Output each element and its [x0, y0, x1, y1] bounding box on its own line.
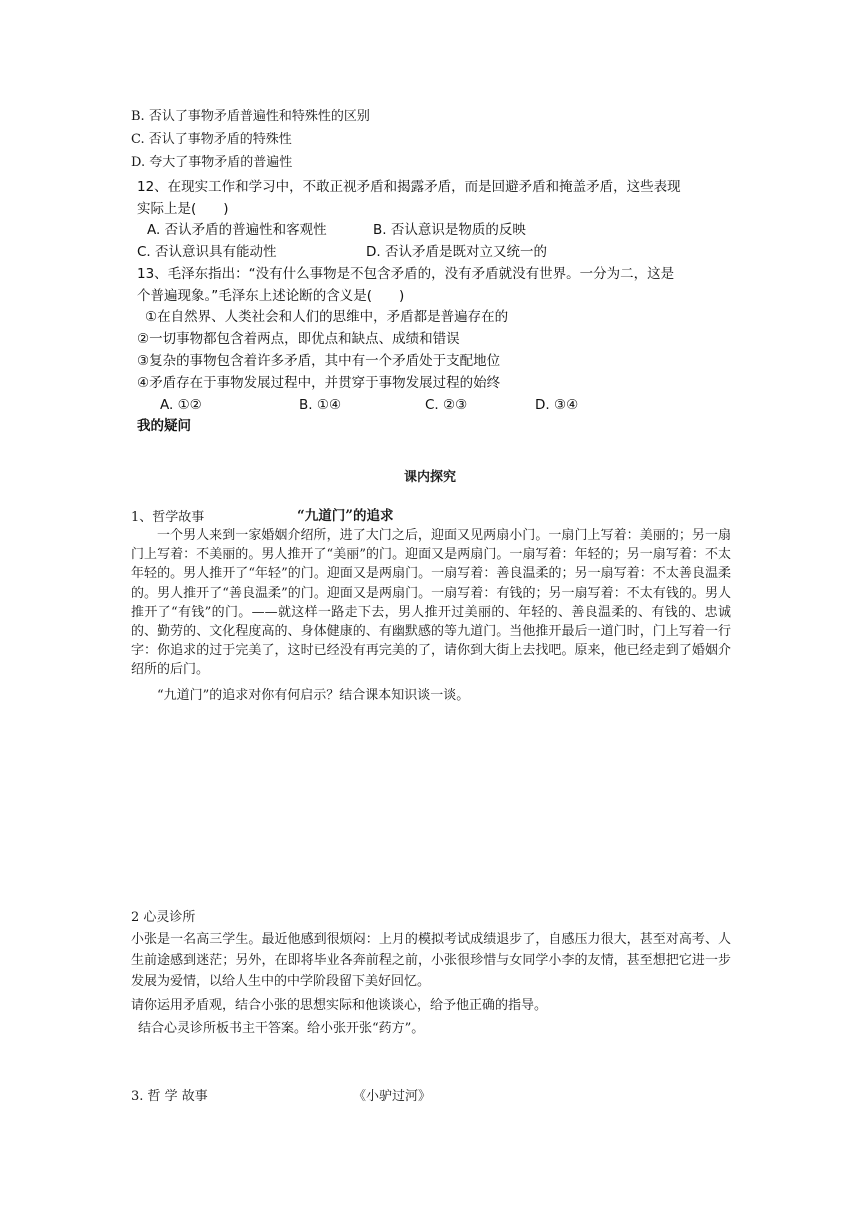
q12-option-c: C. 否认意识具有能动性	[137, 244, 277, 260]
clinic-prescription: 结合心灵诊所板书主干答案。给小张开张“药方”。	[138, 1021, 425, 1036]
q12-option-b: B. 否认意识是物质的反映	[373, 222, 526, 238]
q12-option-a: A. 否认矛盾的普遍性和客观性	[147, 222, 327, 238]
story1-label: 1、哲学故事	[131, 510, 205, 525]
q13-item-2: ②一切事物都包含着两点，即优点和缺点、成绩和错误	[137, 331, 460, 347]
q13-option-a: A. ①②	[160, 397, 202, 413]
q13-option-c: C. ②③	[425, 397, 468, 413]
q13-stem-line1: 13、毛泽东指出：“没有什么事物是不包含矛盾的，没有矛盾就没有世界。一分为二，这是	[137, 266, 675, 282]
q13-item-4: ④矛盾存在于事物发展过程中，并贯穿于事物发展过程的始终	[137, 375, 501, 391]
q12-stem-line2: 实际上是( )	[137, 201, 229, 217]
q12-option-d: D. 否认矛盾是既对立又统一的	[366, 244, 547, 260]
story3-label: 3. 哲 学 故事	[131, 1089, 208, 1104]
q13-item-3: ③复杂的事物包含着许多矛盾，其中有一个矛盾处于支配地位	[137, 353, 501, 369]
my-questions-heading: 我的疑问	[137, 418, 191, 434]
option-b: B. 否认了事物矛盾普遍性和特殊性的区别	[131, 109, 370, 124]
q13-stem-line2: 个普遍现象。”毛泽东上述论断的含义是( )	[137, 288, 405, 304]
clinic-body: 小张是一名高三学生。最近他感到很烦闷：上月的模拟考试成绩退步了，自感压力很大，甚至对高考、人生前途感到迷茫；另外，在即将毕业各奔前程之前，小张很珍惜与女同学小李的友情，甚至想把它进一步发展为爱情，以给人生中的中学阶段留下美好回忆。	[131, 932, 731, 989]
option-c: C. 否认了事物矛盾的特殊性	[131, 132, 292, 147]
section-title: 课内探究	[403, 470, 456, 485]
story1-title: “九道门”的追求	[297, 508, 394, 524]
clinic-label: 2 心灵诊所	[131, 910, 196, 925]
story3-title: 《小驴过河》	[353, 1089, 432, 1104]
story1-question: “九道门”的追求对你有何启示？结合课本知识谈一谈。	[157, 688, 470, 703]
q13-option-d: D. ③④	[535, 397, 579, 413]
clinic-request: 请你运用矛盾观，结合小张的思想实际和他谈谈心，给予他正确的指导。	[131, 998, 548, 1013]
q12-stem-line1: 12、在现实工作和学习中，不敢正视矛盾和揭露矛盾，而是回避矛盾和掩盖矛盾，这些表现	[137, 179, 681, 195]
story1-body: 一个男人来到一家婚姻介绍所，进了大门之后，迎面又见两扇小门。一扇门上写着：美丽的；另一扇门上写着：不美丽的。男人推开了“美丽”的门。迎面又是两扇门。一扇写着：年轻的；另一扇写着：不太年轻的。男人推开了“年轻”的门。迎面又是两扇门。一扇写着：善良温柔的；另一扇写着：不太善良温柔的。男人推开了“善良温柔”的门。迎面又是两扇门。一扇写着：有钱的；另一扇写着：不太有钱的。男人推开了“有钱”的门。——就这样一路走下去，男人推开过美丽的、年轻的、善良温柔的、有钱的、忠诚的、勤劳的、文化程度高的、身体健康的、有幽默感的等九道门。当他推开最后一道门时，门上写着一行字：你追求的过于完美了，这时已经没有再完美的了，请你到大街上去找吧。原来，他已经走到了婚姻介绍所的后门。	[131, 528, 731, 678]
option-d: D. 夸大了事物矛盾的普遍性	[131, 155, 293, 170]
q13-option-b: B. ①④	[299, 397, 342, 413]
q13-item-1: ①在自然界、人类社会和人们的思维中，矛盾都是普遍存在的	[145, 309, 509, 325]
